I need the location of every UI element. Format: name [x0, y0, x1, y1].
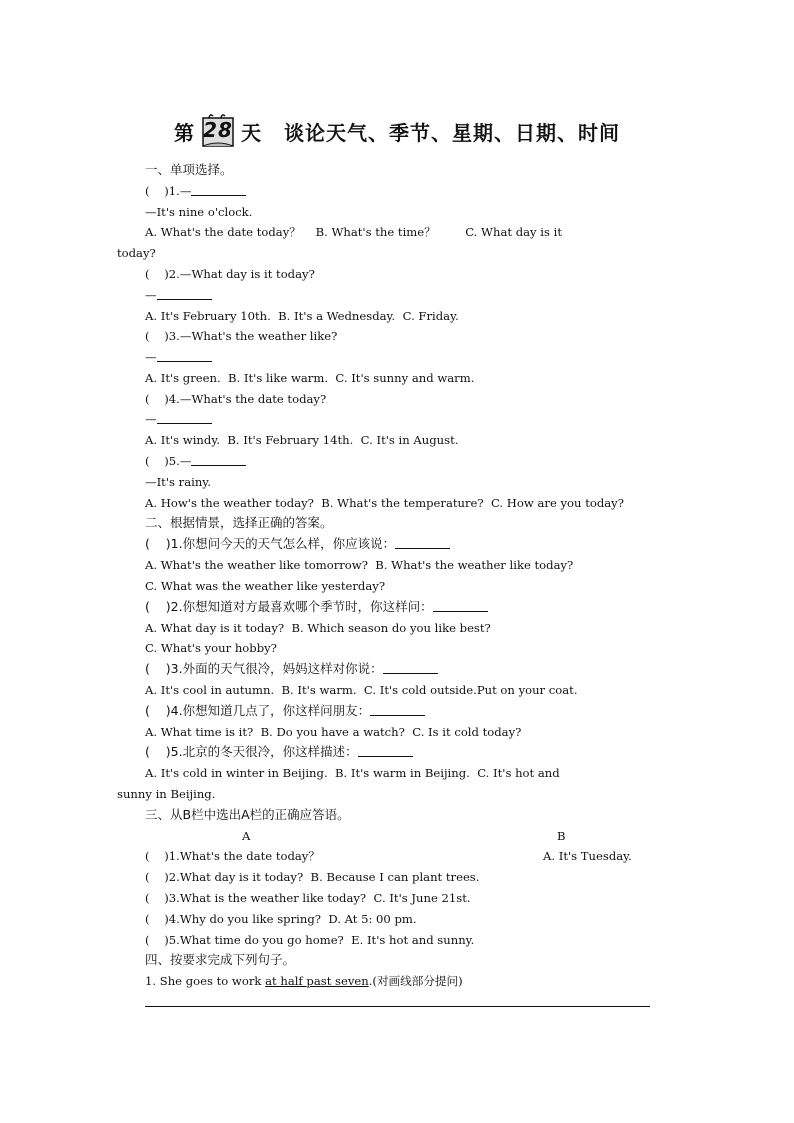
section2-heading: 二、根据情景，选择正确的答案。 [145, 515, 333, 530]
s1-q4-answer: — [145, 412, 212, 426]
s3-row-5: ( )5.What time do you go home? E. It's hot and sunny. [145, 933, 475, 947]
column-a-header: A [242, 829, 251, 843]
s3-row-3: ( )3.What is the weather like today? C. It's June 21st. [145, 891, 471, 905]
s2-q2-opt2: C. What's your hobby? [145, 641, 277, 655]
answer-line[interactable] [145, 1006, 650, 1007]
s4-q1: 1. She goes to work at half past seven.(对画线部分提问) [145, 974, 463, 988]
s1-q5: ( )5.— [145, 454, 246, 468]
s1-q4: ( )4.—What's the date today? [145, 392, 327, 406]
answer-blank[interactable] [191, 185, 246, 196]
s1-q5-options: A. How's the weather today? B. What's the temperature? C. How are you today? [145, 496, 624, 510]
s1-q2-options: A. It's February 10th. B. It's a Wednesday. C. Friday. [145, 309, 459, 323]
title-topic: 谈论天气、季节、星期、日期、时间 [284, 121, 620, 145]
answer-blank[interactable] [433, 601, 488, 612]
s1-q5-reply: —It's rainy. [145, 475, 211, 489]
answer-blank[interactable] [157, 413, 212, 424]
section4-heading: 四、按要求完成下列句子。 [145, 952, 296, 967]
day-number: 28 [203, 118, 233, 142]
s3-row-1: ( )1.What's the date today？ [145, 849, 320, 863]
s2-q5: ( )5.北京的冬天很冷，你这样描述： [145, 745, 413, 759]
answer-blank[interactable] [358, 746, 413, 757]
s2-q2-opt1: A. What day is it today? B. Which season do you like best? [145, 621, 491, 635]
s2-q3: ( )3.外面的天气很冷，妈妈这样对你说： [145, 662, 438, 676]
underlined-phrase: at half past seven [265, 974, 369, 988]
s1-q4-options: A. It's windy. B. It's February 14th. C. It's in August. [145, 433, 459, 447]
s1-q1: ( )1.— [145, 184, 246, 198]
answer-blank[interactable] [157, 351, 212, 362]
answer-blank[interactable] [383, 663, 438, 674]
s2-q2: ( )2.你想知道对方最喜欢哪个季节时，你这样问： [145, 600, 488, 614]
title-day-suffix: 天 [241, 121, 262, 145]
s1-q1-reply: —It's nine o'clock. [145, 205, 253, 219]
s1-q3-options: A. It's green. B. It's like warm. C. It's sunny and warm. [145, 371, 475, 385]
section3-heading: 三、从B栏中选出A栏的正确应答语。 [145, 807, 350, 822]
column-b-header: B [557, 829, 566, 843]
s2-q1: ( )1.你想问今天的天气怎么样，你应该说： [145, 537, 450, 551]
s2-q1-opt1: A. What's the weather like tomorrow? B. What's the weather like today? [145, 558, 574, 572]
title-prefix: 第 [174, 121, 195, 145]
s1-q2-answer: — [145, 288, 212, 302]
section1-heading: 一、单项选择。 [145, 162, 233, 177]
s2-q4: ( )4.你想知道几点了，你这样问朋友： [145, 704, 425, 718]
s3-row-2: ( )2.What day is it today? B. Because I can plant trees. [145, 870, 480, 884]
s1-q3-answer: — [145, 350, 212, 364]
s2-q1-opt2: C. What was the weather like yesterday? [145, 579, 386, 593]
answer-blank[interactable] [157, 289, 212, 300]
s3-row-4: ( )4.Why do you like spring? D. At 5: 00 pm. [145, 912, 417, 926]
answer-blank[interactable] [191, 455, 246, 466]
calendar-icon [201, 112, 235, 148]
s1-q1-options: A. What's the date today？ B. What's the time？ C. What day is it [145, 225, 562, 239]
s2-q5-opt1: A. It's cold in winter in Beijing. B. It's warm in Beijing. C. It's hot and [145, 766, 560, 780]
s1-q1-options-wrap: today? [117, 246, 156, 260]
s2-q5-opt2: sunny in Beijing. [117, 787, 216, 801]
page-title [0, 112, 794, 148]
s2-q3-opt1: A. It's cool in autumn. B. It's warm. C. It's cold outside.Put on your coat. [145, 683, 578, 697]
answer-blank[interactable] [370, 705, 425, 716]
s2-q4-opt1: A. What time is it? B. Do you have a watch? C. Is it cold today? [145, 725, 522, 739]
s1-q3: ( )3.—What's the weather like? [145, 329, 338, 343]
s1-q2: ( )2.—What day is it today? [145, 267, 315, 281]
s3-row-1-answer: A. It's Tuesday. [543, 849, 632, 863]
answer-blank[interactable] [395, 538, 450, 549]
